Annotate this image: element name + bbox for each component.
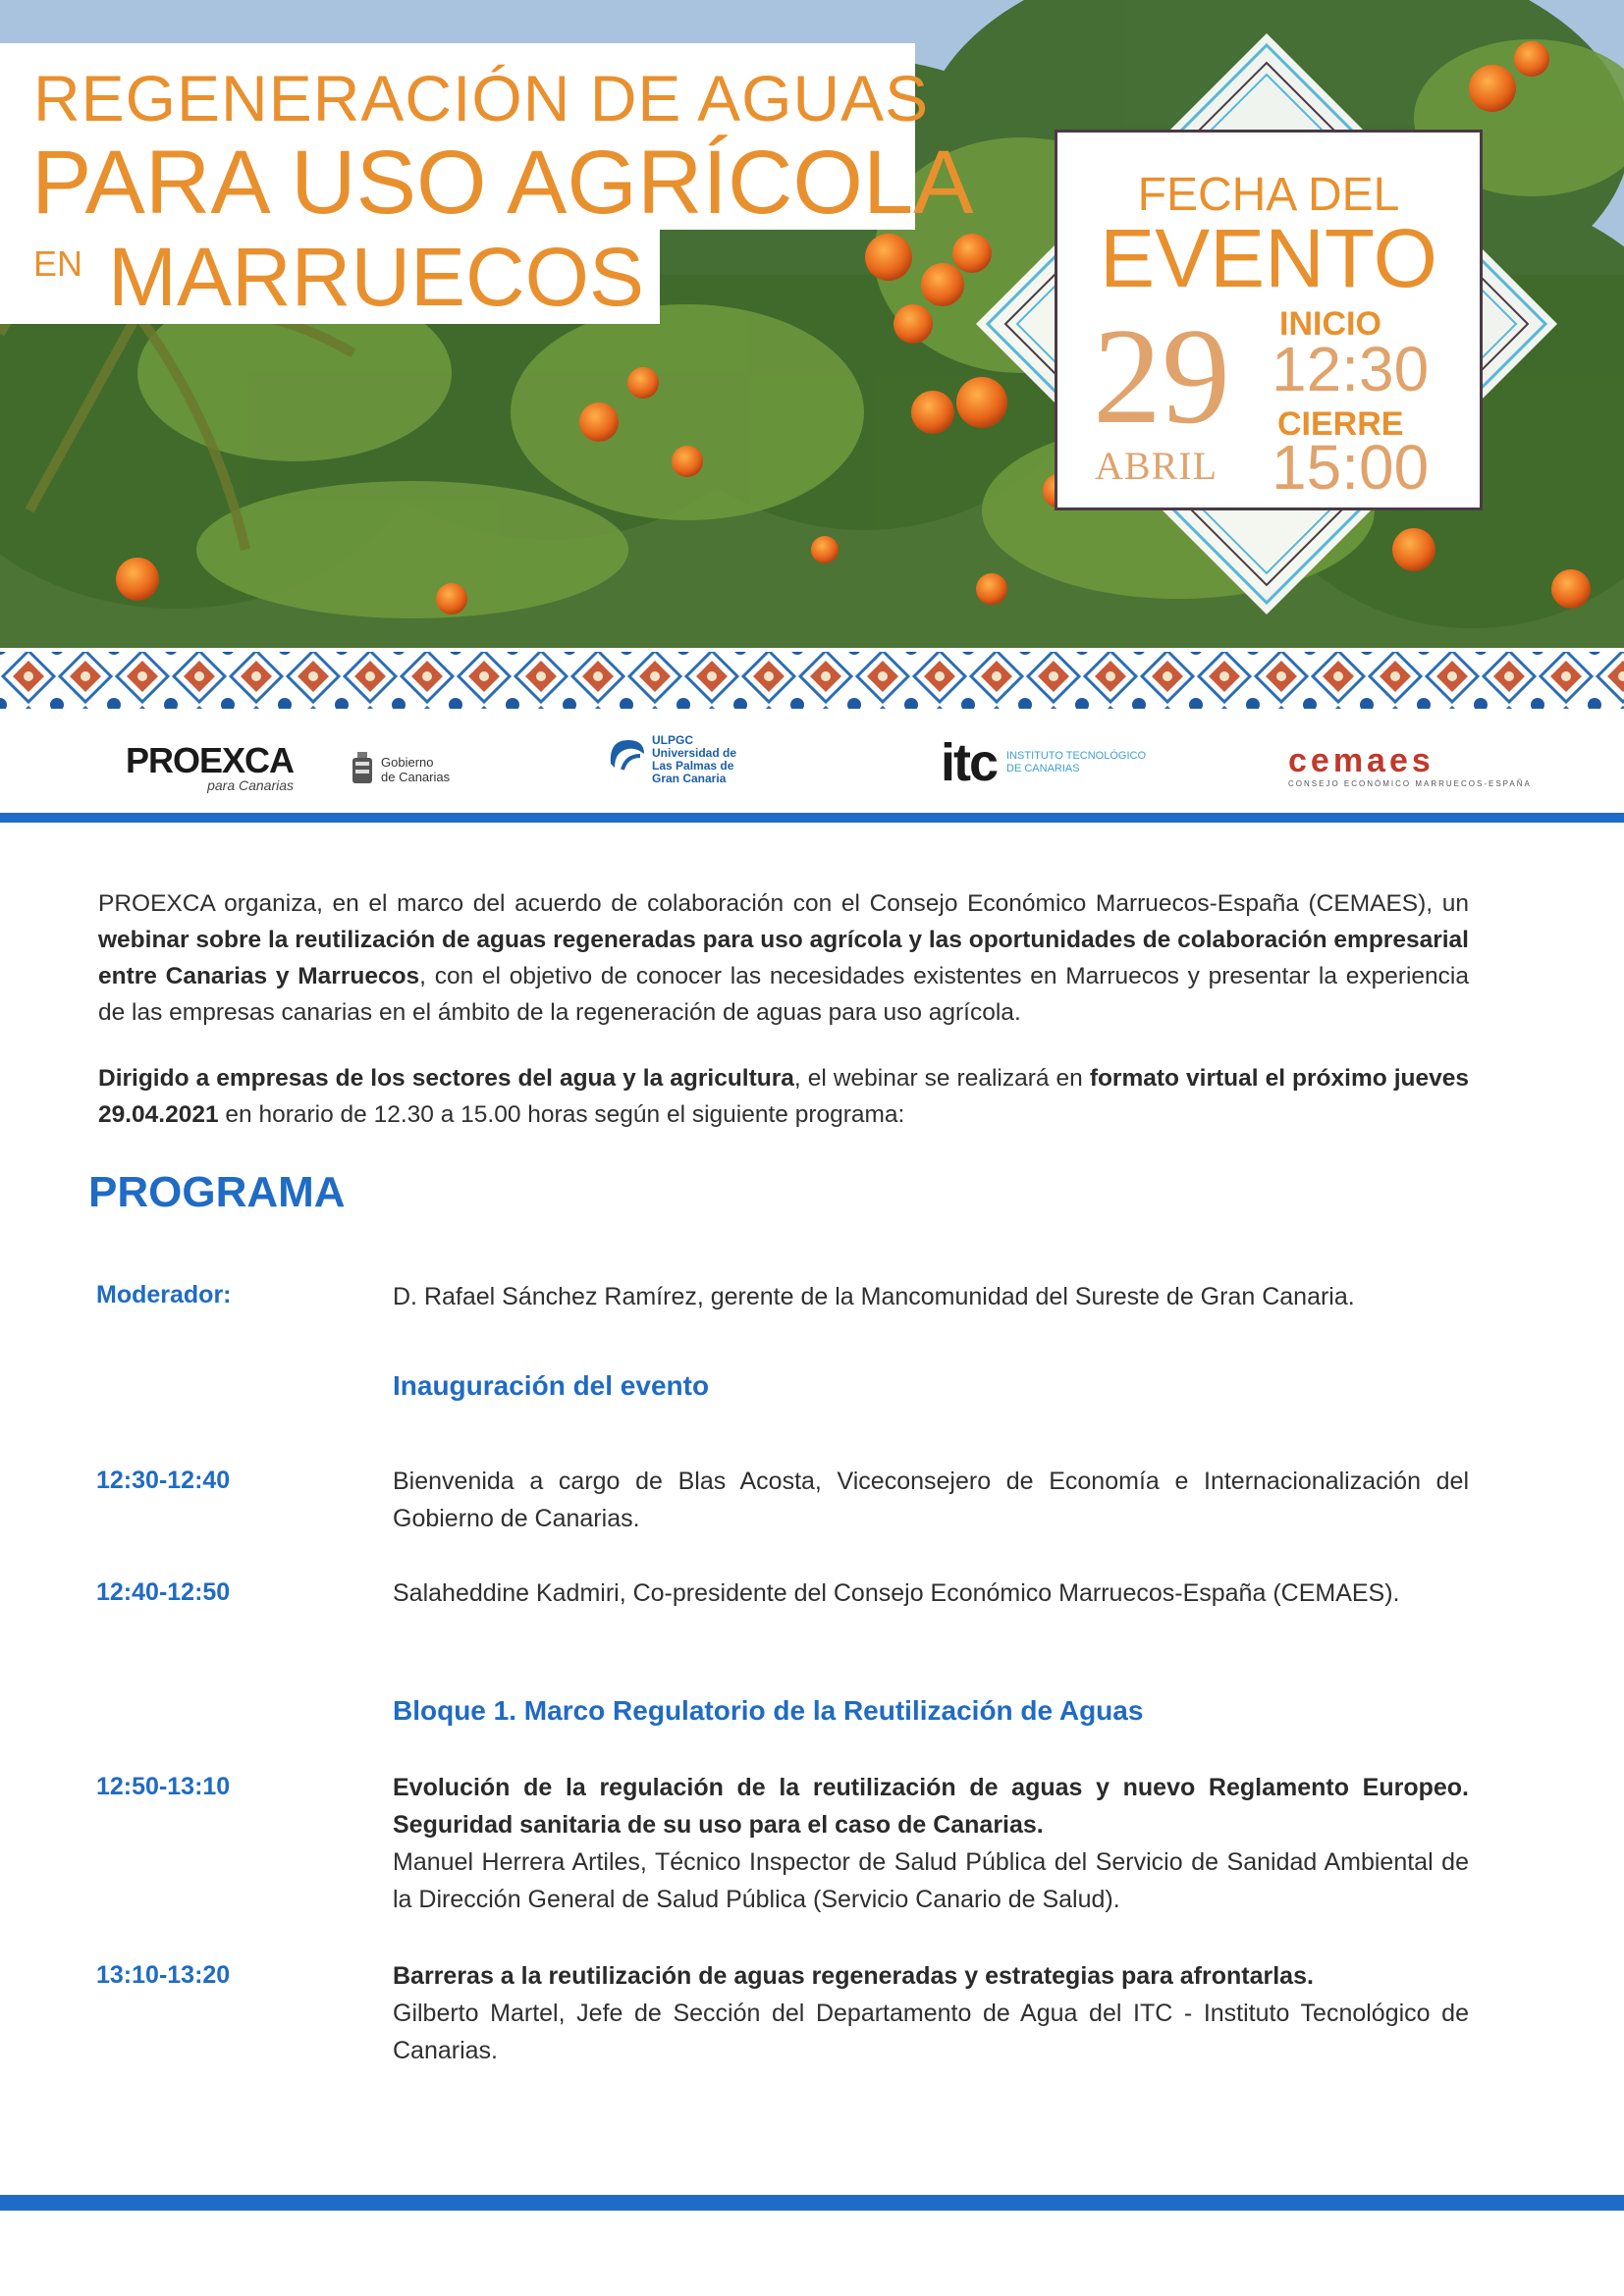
event-title-line2: PARA USO AGRÍCOLA — [31, 133, 974, 233]
event-date-card — [1055, 130, 1483, 510]
agenda-item-title: Barreras a la reutilización de aguas regeneradas y estrategias para afrontarlas. — [393, 1962, 1314, 1990]
agenda-item — [393, 1957, 1469, 2069]
section-bloque-1: Bloque 1. Marco Regulatorio de la Reutilización de Aguas — [393, 1695, 1144, 1726]
fecha-label: FECHA DEL — [1137, 169, 1400, 221]
ulpgc-line3: Gran Canaria — [652, 772, 727, 785]
ulpgc-acronym: ULPGC — [652, 733, 693, 747]
event-title-line1: REGENERACIÓN DE AGUAS — [33, 62, 930, 134]
header-banner — [0, 0, 1624, 648]
header-divider — [0, 813, 1624, 823]
start-label: INICIO — [1279, 305, 1381, 343]
agenda-item — [393, 1769, 1469, 1918]
proexca-subtitle: para Canarias — [207, 777, 295, 793]
cemaes-subtitle: CONSEJO ECONÓMICO MARRUECOS-ESPAÑA — [1288, 779, 1532, 788]
section-inauguracion: Inauguración del evento — [393, 1370, 710, 1401]
intro-highlight: webinar sobre la reutilización de aguas regeneradas para uso agrícola y las oportunidades de colaboración empresarial entre Canarias y Marruecos — [98, 927, 1469, 989]
itc-line2: DE CANARIAS — [1006, 763, 1080, 774]
agenda-time: 13:10-13:20 — [96, 1961, 231, 1989]
ulpgc-line2: Las Palmas de — [652, 759, 734, 773]
intro-paragraph-2: Dirigido a empresas de los sectores del agua y la agricultura, el webinar se realizará en formato virtual el próximo jueves 29.04.2021 en horario de 12.30 a 15.00 horas según el siguiente programa: — [98, 1065, 1469, 1128]
gobierno-line2: de Canarias — [381, 770, 451, 784]
agenda-time: 12:40-12:50 — [96, 1578, 231, 1606]
ulpgc-swirl-icon — [605, 734, 648, 774]
event-title-line3: MARRUECOS — [108, 231, 645, 323]
end-label: CIERRE — [1277, 405, 1404, 443]
agenda-item-title: Evolución de la regulación de la reutilización de aguas y nuevo Reglamento Europeo. Seguridad sanitaria de su uso para el caso de Canarias. — [393, 1774, 1469, 1839]
mosaic-tile-border — [0, 648, 1624, 719]
gobierno-line1: Gobierno — [381, 755, 434, 770]
partner-logos — [0, 722, 1624, 813]
ulpgc-line1: Universidad de — [652, 746, 737, 760]
gobierno-canarias-logo — [350, 750, 450, 789]
programa-heading: PROGRAMA — [88, 1168, 346, 1216]
itc-mark: itc — [941, 733, 998, 792]
intro-paragraph-1: PROEXCA organiza, en el marco del acuerdo de colaboración con el Consejo Económico Marruecos-España (CEMAES), un webinar sobre la reutilización de aguas regeneradas para uso agrícola y las oportunidades de colaboración empresarial entre Canarias y Marruecos, con el objetivo de conocer las necesidades existentes en Marruecos y presentar la experiencia de las empresas canarias en el ámbito de la regeneración de aguas para uso agrícola. — [98, 890, 1469, 1026]
agenda-time: 12:30-12:40 — [96, 1467, 231, 1494]
footer-divider — [0, 2195, 1624, 2211]
event-title-prefix: EN — [33, 243, 83, 284]
end-time: 15:00 — [1272, 432, 1430, 503]
ulpgc-logo — [605, 734, 736, 785]
itc-logo — [941, 733, 1147, 792]
start-time: 12:30 — [1272, 334, 1430, 404]
moderator-text: D. Rafael Sánchez Ramírez, gerente de la Mancomunidad del Sureste de Gran Canaria. — [393, 1283, 1355, 1310]
intro-format: formato virtual el próximo jueves 29.04.2021 — [98, 1065, 1469, 1128]
agenda-item-text: Salaheddine Kadmiri, Co-presidente del Consejo Económico Marruecos-España (CEMAES). — [393, 1579, 1400, 1607]
agenda-item-text: Bienvenida a cargo de Blas Acosta, Viceconsejero de Economía e Internacionalización del Gobierno de Canarias. — [393, 1468, 1469, 1532]
cemaes-name: cemaes — [1288, 742, 1435, 779]
proexca-name: PROEXCA — [126, 740, 295, 780]
moderator-label: Moderador: — [96, 1281, 232, 1308]
event-day: 29 — [1093, 300, 1230, 453]
proexca-logo — [126, 740, 294, 793]
agenda-time: 12:50-13:10 — [96, 1773, 231, 1800]
cemaes-logo — [1288, 742, 1532, 788]
agenda-item-text: Manuel Herrera Artiles, Técnico Inspector de Salud Pública del Servicio de Sanidad Ambiental de la Dirección General de Salud Pública (Servicio Canario de Salud). — [393, 1848, 1469, 1913]
coat-of-arms-icon — [350, 750, 375, 789]
intro-audience: Dirigido a empresas de los sectores del agua y la agricultura — [98, 1065, 794, 1092]
itc-line1: INSTITUTO TECNOLÓGICO — [1006, 750, 1147, 762]
evento-label: EVENTO — [1100, 212, 1437, 304]
agenda-item-text: Gilberto Martel, Jefe de Sección del Departamento de Agua del ITC - Instituto Tecnológico de Canarias. — [393, 2000, 1469, 2064]
event-month: ABRIL — [1095, 444, 1218, 488]
